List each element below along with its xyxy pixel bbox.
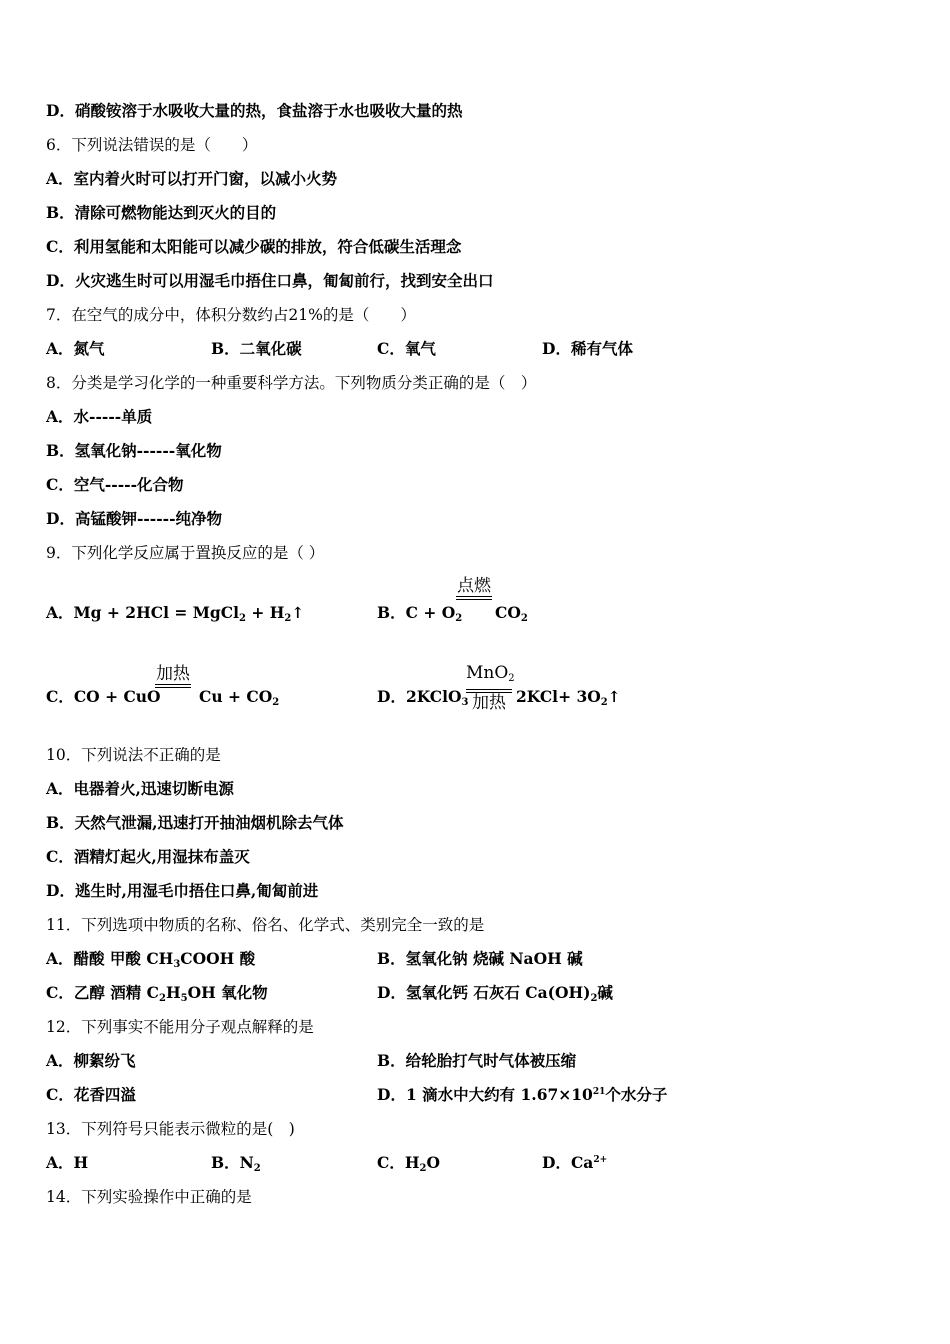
q7-option-c: C．氧气: [377, 339, 436, 358]
q9-option-a: A．Mg + 2HCl = MgCl$_2$ + $H_2↑$: [46, 603, 305, 624]
q6-option-b: B．清除可燃物能达到灭火的目的: [46, 203, 277, 222]
q7-stem: 7．在空气的成分中，体积分数约占21%的是（ ）: [46, 306, 416, 324]
q9-d-product: $2KCl+ 3O_2↑$: [516, 687, 621, 708]
q8-option-b: B．氢氧化钠------氧化物: [46, 441, 222, 460]
q13-option-d: D．$Ca^{2+}$: [542, 1153, 608, 1172]
q8-option-c: C．空气-----化合物: [46, 475, 184, 494]
q12-option-d: D．1 滴水中大约有 $1.67\times 10^{21}$个水分子: [377, 1085, 668, 1104]
q11-option-c: C．乙醇 酒精 $C_2H_5OH$ 氧化物: [46, 983, 268, 1004]
q7-option-b: B．二氧化碳: [211, 339, 302, 358]
q6-option-a: A．室内着火时可以打开门窗，以减小火势: [46, 169, 338, 188]
q12-option-b: B．给轮胎打气时气体被压缩: [377, 1051, 577, 1070]
q5-option-d: D．硝酸铵溶于水吸收大量的热，食盐溶于水也吸收大量的热: [46, 101, 463, 120]
q14-stem: 14．下列实验操作中正确的是: [46, 1188, 252, 1206]
q13-option-a: A．H: [46, 1153, 89, 1172]
q6-stem: 6．下列说法错误的是（ ）: [46, 136, 258, 154]
q9-c-condition: 加热: [155, 665, 191, 689]
q13-option-c: C．$H_2O$: [377, 1153, 440, 1174]
q10-option-b: B．天然气泄漏,迅速打开抽油烟机除去气体: [46, 813, 344, 832]
q7-option-a: A．氮气: [46, 339, 105, 358]
q6-option-c: C．利用氢能和太阳能可以减少碳的排放，符合低碳生活理念: [46, 237, 462, 256]
q11-option-d: D．氢氧化钙 石灰石 $Ca(OH)_2$碱: [377, 983, 613, 1004]
q13-option-b: B．$N_2$: [211, 1153, 261, 1174]
q10-option-a: A．电器着火,迅速切断电源: [46, 779, 234, 798]
q10-option-d: D．逃生时,用湿毛巾捂住口鼻,匍匐前进: [46, 881, 319, 900]
q9-option-b: B．$C + O_2$: [377, 603, 463, 624]
q9-b-product: $CO_2$: [495, 603, 528, 624]
q11-option-b: B．氢氧化钠 烧碱 NaOH 碱: [377, 949, 583, 968]
q9-option-c: C．CO + CuO: [46, 687, 161, 706]
q7-option-d: D．稀有气体: [542, 339, 633, 358]
q9-option-d: D．2KClO$_3$: [377, 687, 469, 708]
q13-stem: 13．下列符号只能表示微粒的是( ): [46, 1120, 295, 1138]
q11-option-a: A．醋酸 甲酸 $CH_3COOH$ 酸: [46, 949, 256, 970]
q9-stem: 9．下列化学反应属于置换反应的是（ ）: [46, 544, 325, 562]
q10-option-c: C．酒精灯起火,用湿抹布盖灭: [46, 847, 250, 866]
q6-option-d: D．火灾逃生时可以用湿毛巾捂住口鼻，匍匐前行，找到安全出口: [46, 271, 494, 290]
q12-option-a: A．柳絮纷飞: [46, 1051, 136, 1070]
q9-b-condition: 点燃: [456, 577, 492, 601]
q8-option-d: D．高锰酸钾------纯净物: [46, 509, 223, 528]
q9-c-product: $Cu + CO_2$: [199, 687, 280, 708]
q11-stem: 11．下列选项中物质的名称、俗名、化学式、类别完全一致的是: [46, 916, 485, 934]
q10-stem: 10．下列说法不正确的是: [46, 746, 221, 764]
q9-d-condition: MnO2 加热: [466, 663, 515, 713]
q12-option-c: C．花香四溢: [46, 1085, 136, 1104]
q12-stem: 12．下列事实不能用分子观点解释的是: [46, 1018, 314, 1036]
q8-option-a: A．水-----单质: [46, 407, 153, 426]
q8-stem: 8．分类是学习化学的一种重要科学方法。下列物质分类正确的是（ ）: [46, 374, 537, 392]
